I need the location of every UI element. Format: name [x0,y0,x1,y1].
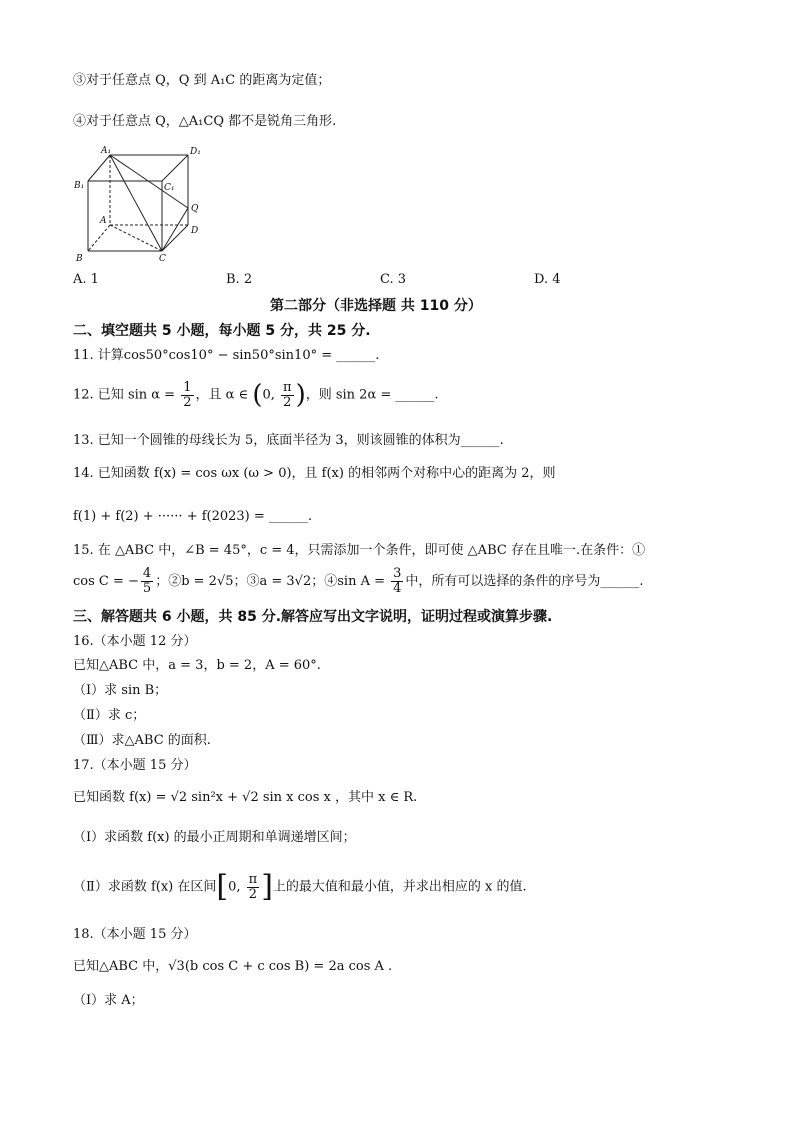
option-a[interactable]: A. 1 [73,272,99,287]
statement-4: ④对于任意点 Q，△A₁CQ 都不是锐角三角形. [73,114,337,129]
label-b1: B₁ [74,181,85,191]
q17-part2: （Ⅱ）求函数 f(x) 在区间[0, $\frac{\pi}{2}$ ]上的最大值和最小值，并求出相应的 x 的值. [73,869,527,904]
label-q: Q [191,204,199,214]
question-13: 13. 已知一个圆锥的母线长为 5，底面半径为 3，则该圆锥的体积为______. [73,433,504,448]
section3-title: 三、解答题共 6 小题，共 85 分.解答应写出文字说明，证明过程或演算步骤. [73,609,553,625]
label-d: D [191,226,199,236]
question-15-line2: cos C = − $\frac{4}{5}$ ；②b = 2√5；③a = 3√2；④sin A = $\frac{3}{4}$ 中，所有可以选择的条件的序号为______. [73,566,644,596]
question-11: 11. 计算cos50°cos10° − sin50°sin10° = ______. [73,348,380,363]
label-a: A [100,216,107,226]
cube-figure [70,143,210,268]
label-c: C [159,254,166,264]
option-d[interactable]: D. 4 [534,272,561,287]
q18-given: 已知△ABC 中，√3(b cos C + c cos B) = 2a cos A . [73,959,393,974]
q16-given: 已知△ABC 中，a = 3，b = 2，A = 60°. [73,658,321,673]
q12-post: ，则 sin 2α = ______. [305,387,439,403]
section2-title: 二、填空题共 5 小题，每小题 5 分，共 25 分. [73,323,371,339]
q18-header: 18.（本小题 15 分） [73,927,197,942]
question-15-line1: 15. 在 △ABC 中，∠B = 45°，c = 4，只需添加一个条件，即可使 △ABC 存在且唯一.在条件：① [73,543,646,558]
q18-part1: （Ⅰ）求 A； [73,993,144,1008]
q12-fraction: $\frac{1}{2}$ [183,379,192,410]
q17-header: 17.（本小题 15 分） [73,758,197,773]
statement-3: ③对于任意点 Q，Q 到 A₁C 的距离为定值； [73,73,331,88]
q12-pre: 12. 已知 sin α = [73,387,180,403]
question-14-line1: 14. 已知函数 f(x) = cos ωx (ω > 0)，且 f(x) 的相邻两个对称中心的距离为 2，则 [73,466,556,481]
q16-part1: （Ⅰ）求 sin B； [73,683,168,698]
label-b: B [76,254,83,264]
q15-frac-3-4: $\frac{3}{4}$ [393,566,402,596]
option-c[interactable]: C. 3 [380,272,407,287]
q16-part2: （Ⅱ）求 c； [73,708,146,723]
q17-part1: （Ⅰ）求函数 f(x) 的最小正周期和单调递增区间； [73,830,356,845]
label-a1: A₁ [101,146,112,156]
question-14-line2: f(1) + f(2) + ······ + f(2023) = ______. [73,509,313,524]
option-b[interactable]: B. 2 [226,272,253,287]
q12-pi-fraction: $\frac{\pi}{2}$ [283,379,292,410]
label-d1: D₁ [190,147,201,157]
q15-frac-4-5: $\frac{4}{5}$ [142,566,152,596]
q16-part3: （Ⅲ）求△ABC 的面积. [73,733,211,748]
question-12: 12. 已知 sin α = $\frac{1}{2}$ ，且 α ∈ (0, $\frac{\pi}{2}$ )，则 sin 2α = ______. [73,379,439,410]
part2-title: 第二部分（非选择题 共 110 分） [270,298,482,314]
q16-header: 16.（本小题 12 分） [73,634,197,649]
q17-pi-fraction: $\frac{\pi}{2}$ [248,871,258,902]
q12-mid: ，且 α ∈ [195,387,253,403]
label-c1: C₁ [164,183,175,193]
q17-given: 已知函数 f(x) = √2 sin²x + √2 sin x cos x ，其中 x ∈ R. [73,790,418,805]
